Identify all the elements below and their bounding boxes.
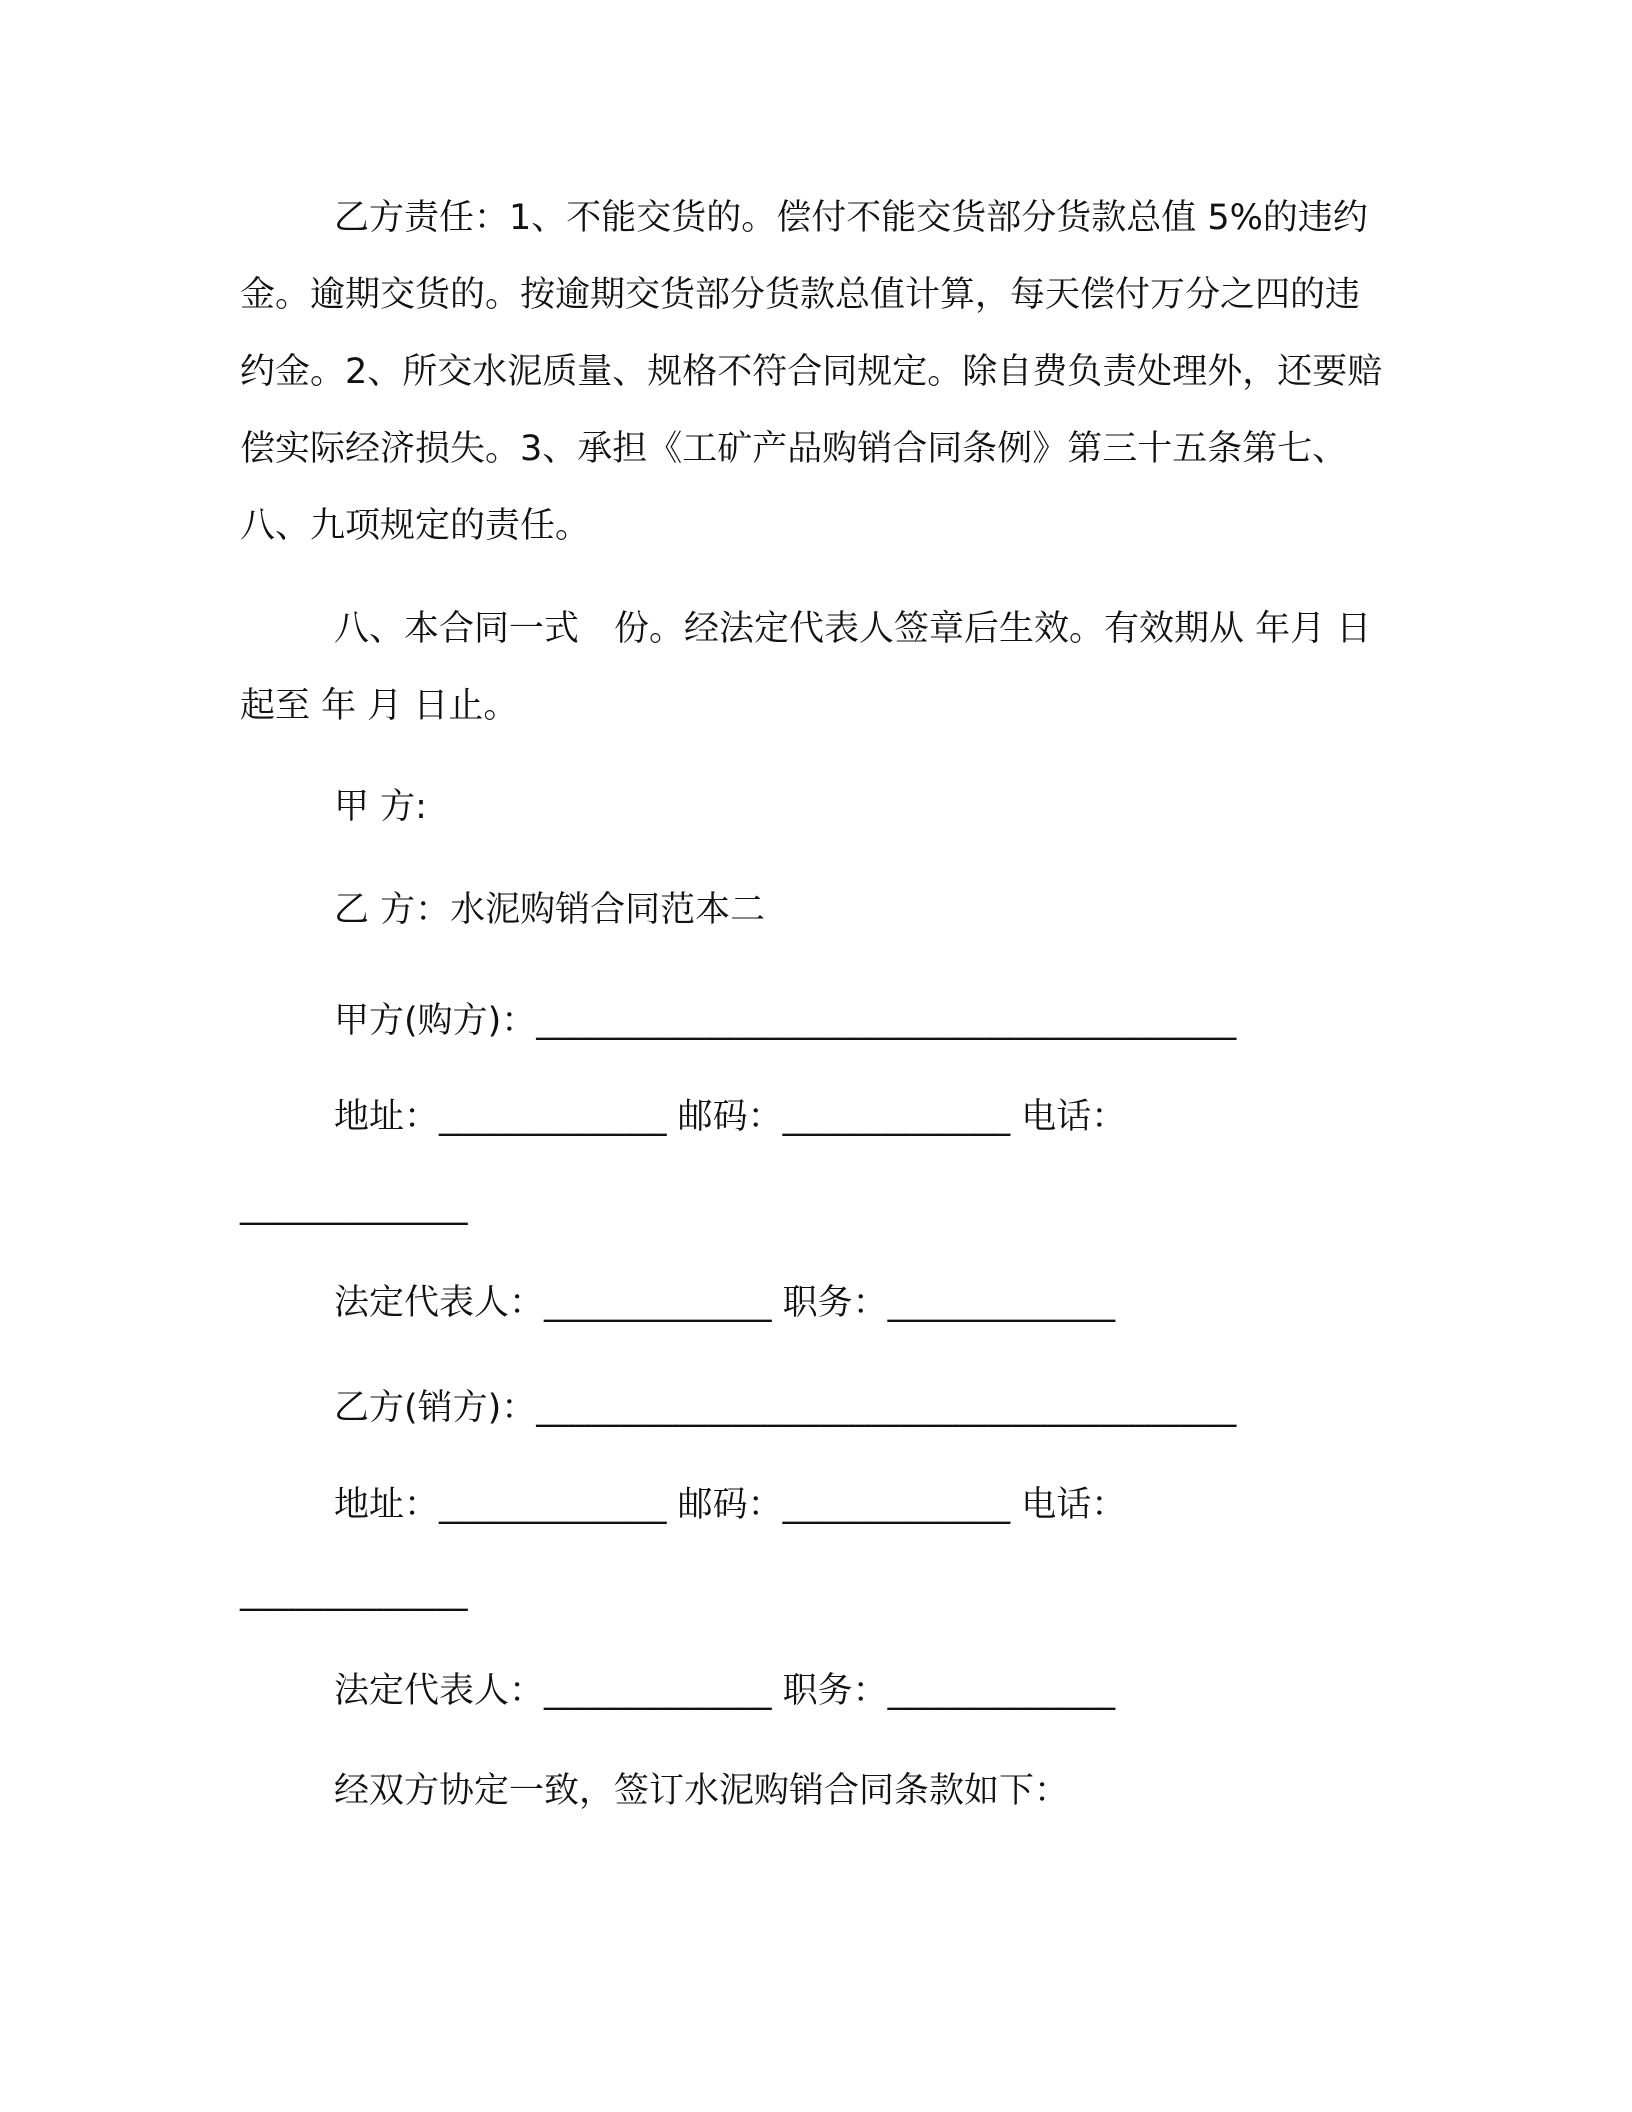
seller-line: 乙方(销方)：________________________________________ [334, 1388, 1237, 1428]
buyer-line: 甲方(购方)：________________________________________ [334, 1001, 1237, 1041]
buyer-contact-line: 地址：_____________ 邮码：_____________ 电话： [334, 1097, 1127, 1137]
agreement-line: 经双方协定一致，签订水泥购销合同条款如下： [334, 1771, 1070, 1811]
party-b-line: 乙 方：水泥购销合同范本二 [334, 890, 766, 930]
buyer-phone-blank: _____________ [240, 1186, 468, 1226]
seller-representative-line: 法定代表人：_____________ 职务：_____________ [334, 1671, 1116, 1711]
seller-contact-line: 地址：_____________ 邮码：_____________ 电话： [334, 1485, 1127, 1525]
contract-validity-paragraph: 八、本合同一式 份。经法定代表人签章后生效。有效期从 年月 日起至 年 月 日止。 [240, 609, 1372, 726]
buyer-representative-line: 法定代表人：_____________ 职务：_____________ [334, 1283, 1116, 1323]
liability-paragraph: 乙方责任：1、不能交货的。偿付不能交货部分货款总值 5%的违约金。逾期交货的。按逾期交货部分货款总值计算，每天偿付万分之四的违约金。2、所交水泥质量、规格不符合同规定。除自费负责处理外，还要赔偿实际经济损失。3、承担《工矿产品购销合同条例》第三十五条第七、八、九项规定的责任。 [240, 198, 1383, 546]
party-a-label: 甲 方: [334, 787, 427, 827]
seller-phone-blank: _____________ [240, 1572, 468, 1612]
